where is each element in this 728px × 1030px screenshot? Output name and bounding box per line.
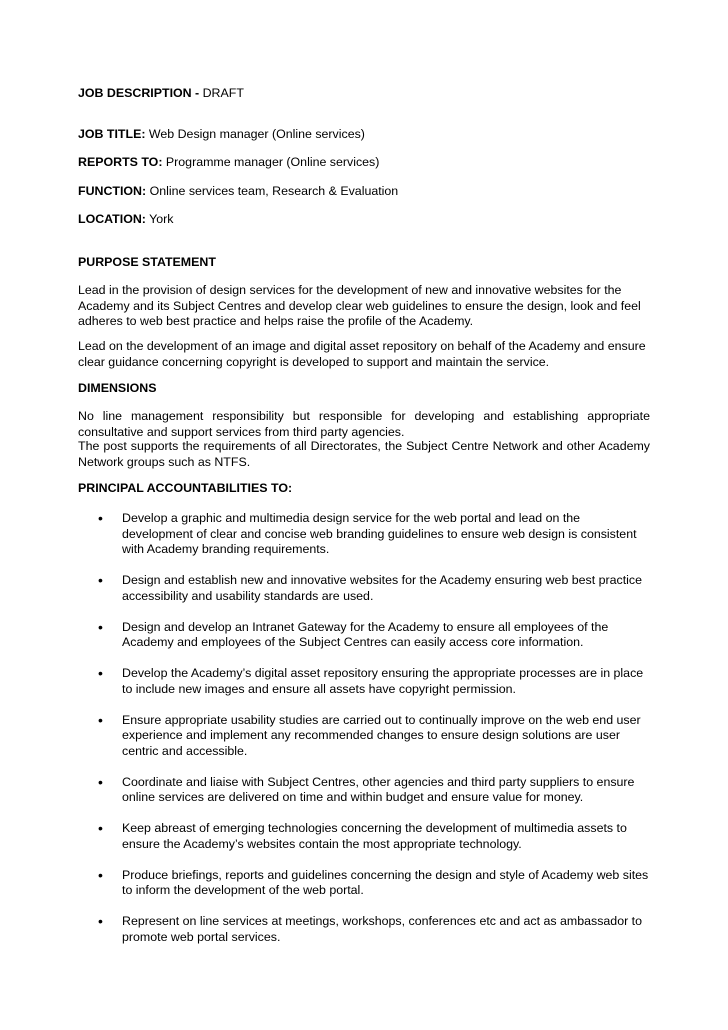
bullet-icon: • (98, 773, 103, 790)
purpose-paragraph-1: Lead in the provision of design services for the development of new and innovative websites for the Academy and its Subject Centres and develop clear web guidelines to ensure the design, look and feel adheres to web best practice and helps raise the profile of the Academy. (78, 283, 641, 328)
list-item: • Keep abreast of emerging technologies concerning the development of multimedia assets to ensure the Academy’s websites contain the most appropriate technology. (98, 820, 627, 851)
reports-to-value: Programme manager (Online services) (162, 155, 380, 169)
header-label: JOB DESCRIPTION - (78, 86, 203, 100)
bullet-icon: • (98, 866, 103, 883)
job-title-value: Web Design manager (Online services) (145, 127, 365, 141)
list-item: • Develop the Academy’s digital asset repository ensuring the appropriate processes are in place to include new images and ensure all assets have copyright permission. (98, 665, 644, 696)
reports-to-row (78, 155, 379, 171)
document-header (78, 86, 244, 102)
accountabilities-list (78, 511, 650, 961)
reports-to-label: REPORTS TO: (78, 155, 163, 169)
bullet-icon: • (98, 618, 103, 635)
bullet-icon: • (98, 711, 103, 728)
accountabilities-heading: PRINCIPAL ACCOUNTABILITIES TO: (78, 481, 293, 495)
job-title-label: JOB TITLE: (78, 127, 146, 141)
function-row (78, 184, 398, 200)
dimensions-heading: DIMENSIONS (78, 381, 157, 395)
bullet-icon: • (98, 572, 103, 588)
bullet-icon: • (98, 820, 103, 836)
bullet-icon: • (98, 510, 103, 526)
bullet-icon: • (98, 913, 103, 929)
dimensions-paragraph-2: The post supports the requirements of all Directorates, the Subject Centre Network and other Academy Network groups such as NTFS. (78, 439, 650, 469)
list-item: • Produce briefings, reports and guidelines concerning the design and style of Academy web sites to inform the development of the web portal. (98, 866, 649, 897)
function-value: Online services team, Research & Evaluation (146, 184, 399, 198)
purpose-paragraph-2: Lead on the development of an image and digital asset repository on behalf of the Academy and ensure clear guidance concerning copyright is developed to support and maintain the service. (78, 339, 646, 369)
dimensions-paragraph-1: No line management responsibility but responsible for developing and establishing appropriate consultative and support services from third party agencies. (78, 409, 650, 439)
location-value: York (145, 212, 174, 226)
list-item: • Coordinate and liaise with Subject Centres, other agencies and third party suppliers to ensure online services are delivered on time and within budget and ensure value for money. (98, 773, 635, 804)
bullet-icon: • (98, 665, 103, 681)
header-status: DRAFT (202, 86, 244, 100)
function-label: FUNCTION: (78, 184, 147, 198)
list-item: • Develop a graphic and multimedia design service for the web portal and lead on the development of clear and concise web branding guidelines to ensure web design is consistent with Academy branding requirements. (98, 510, 637, 556)
location-row (78, 212, 173, 228)
purpose-heading: PURPOSE STATEMENT (78, 255, 216, 269)
list-item: • Ensure appropriate usability studies are carried out to continually improve on the web end user experience and implement any recommended changes to ensure design solutions are user centric and accessible. (98, 711, 641, 758)
list-item: • Design and develop an Intranet Gateway for the Academy to ensure all employees of the Academy and employees of the Subject Centres can easily access core information. (98, 618, 609, 649)
location-label: LOCATION: (78, 212, 146, 226)
job-title-row (78, 127, 365, 143)
list-item: • Design and establish new and innovative websites for the Academy ensuring web best practice accessibility and usability standards are used. (98, 572, 643, 603)
list-item: • Represent on line services at meetings, workshops, conferences etc and act as ambassador to promote web portal services. (98, 913, 642, 944)
